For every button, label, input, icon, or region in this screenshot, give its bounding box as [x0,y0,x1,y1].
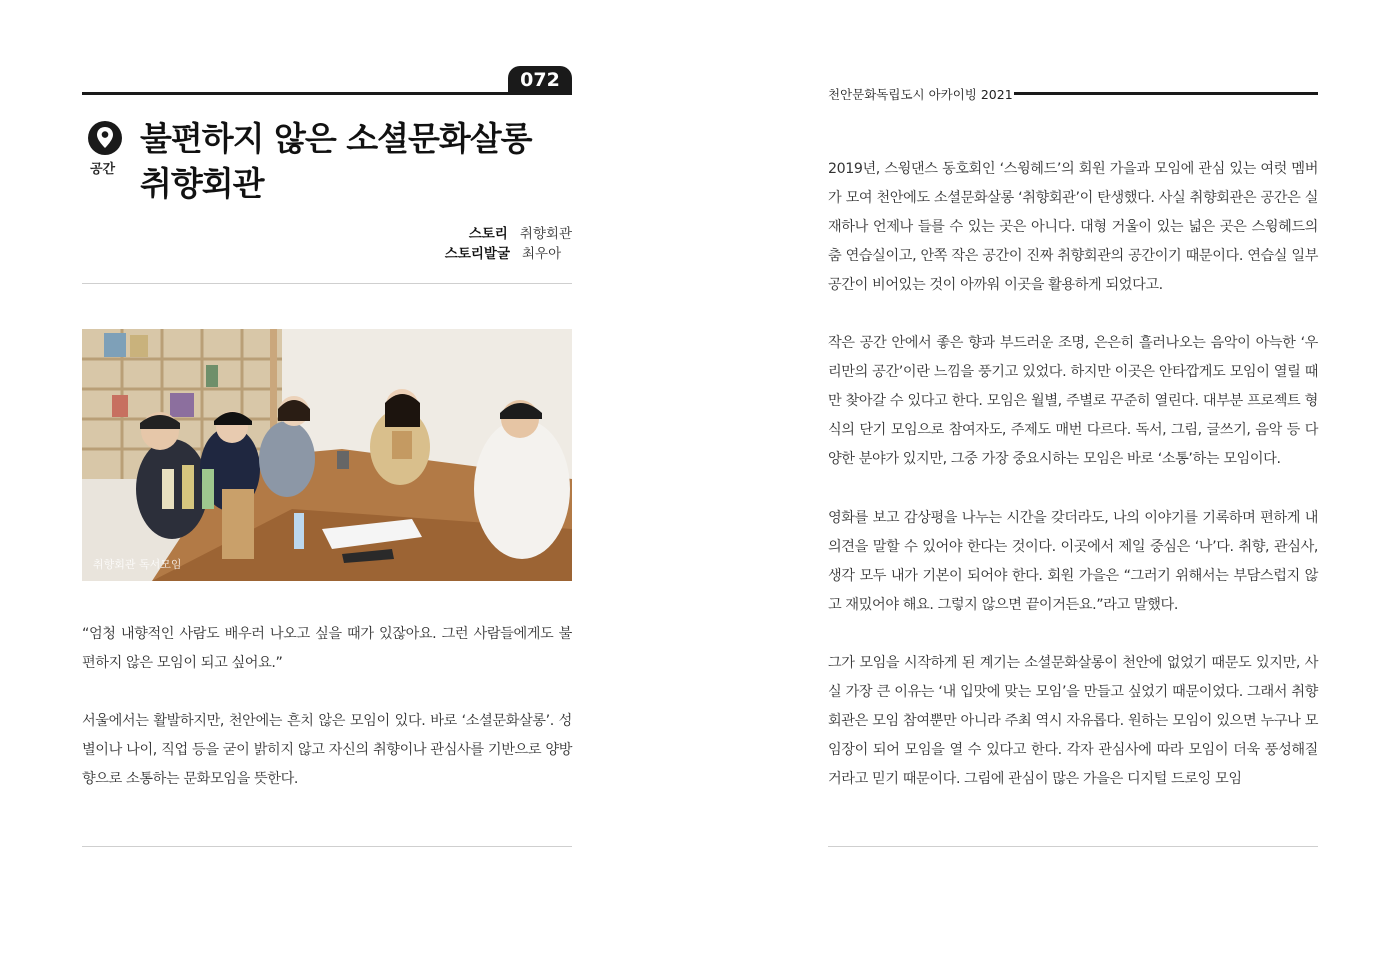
credit-label: 스토리발굴 [444,246,510,262]
page-number-badge: 072 [508,66,572,94]
category-label: 공간 [90,162,116,177]
body-paragraph: 2019년, 스윙댄스 동호회인 ‘스윙헤드’의 회원 가을과 모임에 관심 있는 여럿 멤버가 모여 천안에도 소셜문화살롱 ‘취향회관’이 탄생했다. 사실 취향회관은 공간은 실재하나 언제나 들를 수 있는 곳은 아니다. 대형 거울이 있는 넓은 곳은 스윙헤드의 춤 연습실이고, 안쪽 작은 공간이 진짜 취향회관의 공간이기 때문이다. 연습실 일부 공간이 비어있는 것이 아까워 이곳을 활용하게 되었다고. [828,161,1318,293]
reading-meeting-photo [82,329,572,581]
article-title [140,116,532,206]
article-photo [82,329,572,581]
running-head: 천안문화독립도시 아카이빙 2021 [828,87,1013,102]
location-pin-icon [87,120,123,156]
body-paragraph: 작은 공간 안에서 좋은 향과 부드러운 조명, 은은히 흘러나오는 음악이 아늑한 ‘우리만의 공간’이란 느낌을 풍기고 있었다. 하지만 이곳은 안타깝게도 모임이 열릴 때만 찾아갈 수 있다고 한다. 모임은 월별, 주별로 꾸준히 열린다. 대부분 프로젝트 형식의 단기 모임으로 참여자도, 주제도 매번 다르다. 독서, 그림, 글쓰기, 음악 등 다양한 분야가 있지만, 그중 가장 중요시하는 모임은 바로 ‘소통’하는 모임이다. [828,335,1318,467]
title-line-1: 불편하지 않은 소셜문화살롱 [140,119,532,158]
body-paragraph: 서울에서는 활발하지만, 천안에는 흔치 않은 모임이 있다. 바로 ‘소셜문화살롱’. 성별이나 나이, 직업 등을 굳이 밝히지 않고 자신의 취향이나 관심사를 기반으로 양방향으로 소통하는 문화모임을 뜻한다. [82,713,572,787]
credits [445,224,572,264]
photo-caption: 취향회관 독서모임 [93,558,182,571]
header-rule-left [82,92,572,95]
credit-row [445,244,572,264]
title-line-2: 취향회관 [140,164,264,203]
body-paragraph: 그가 모임을 시작하게 된 계기는 소셜문화살롱이 천안에 없었기 때문도 있지만, 사실 가장 큰 이유는 ‘내 입맛에 맞는 모임’을 만들고 싶었기 때문이었다. 그래서 취향회관은 모임 참여뿐만 아니라 주최 역시 자유롭다. 원하는 모임이 있으면 누구나 모임장이 되어 모임을 열 수 있다고 한다. 각자 관심사에 따라 모임이 더욱 풍성해질 거라고 믿기 때문이다. 그림에 관심이 많은 가을은 디지털 드로잉 모임 [828,655,1318,787]
header-rule-right [1014,92,1318,95]
divider [82,283,572,284]
body-paragraph: 영화를 보고 감상평을 나누는 시간을 갖더라도, 나의 이야기를 기록하며 편하게 내 의견을 말할 수 있어야 한다는 것이다. 이곳에서 제일 중심은 ‘나’다. 취향, 관심사, 생각 모두 내가 기본이 되어야 한다. 회원 가을은 “그러기 위해서는 부담스럽지 않고 재밌어야 해요. 그렇지 않으면 끝이거든요.”라고 말했다. [828,510,1318,613]
quote-paragraph: “엄청 내향적인 사람도 배우러 나오고 싶을 때가 있잖아요. 그런 사람들에게도 불편하지 않은 모임이 되고 싶어요.” [82,626,572,671]
credit-label: 스토리 [468,226,508,242]
credit-row [445,224,572,244]
credit-value: 취향회관 [519,226,572,242]
credit-value: 최우아 [522,246,562,262]
footer-divider-left [82,846,572,847]
footer-divider-right [828,846,1318,847]
